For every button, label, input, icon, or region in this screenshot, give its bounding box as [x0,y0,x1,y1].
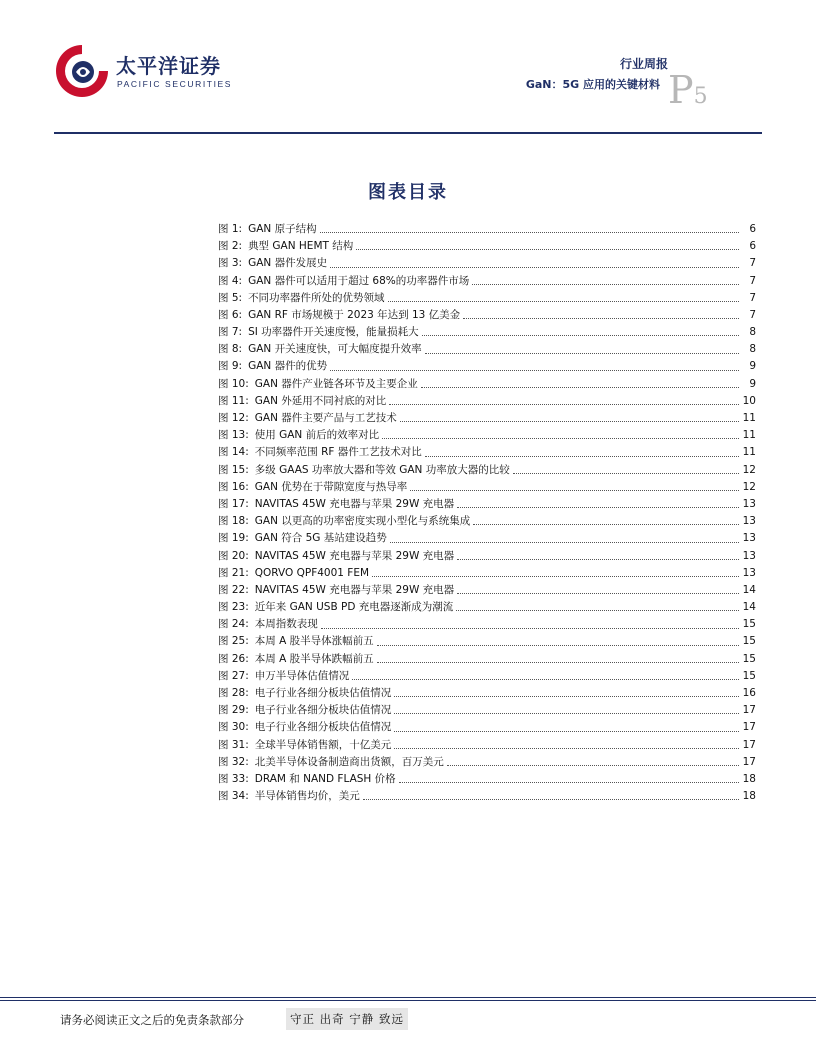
toc-entry-caption: 本周 A 股半导体跌幅前五 [254,652,374,665]
toc-entry[interactable] [218,255,756,272]
toc-entry[interactable] [218,341,756,358]
toc-entry-label: 图 29: [218,704,249,717]
company-name-cn: 太平洋证券 [116,54,221,78]
toc-entry[interactable] [218,754,756,771]
toc-entry-page: 9 [749,377,756,390]
toc-entry-caption: 不同频率范围 RF 器件工艺技术对比 [254,446,422,459]
toc-entry-label: 图 25: [218,635,249,648]
pacific-logo-icon [52,42,112,100]
footer-motto: 守正 出奇 宁静 致远 [286,1008,408,1030]
toc-entry-leader [330,267,739,268]
toc-entry-leader [473,524,739,525]
toc-entry-page: 17 [742,721,756,734]
toc-entry-label: 图 26: [218,652,249,665]
toc-entry-page: 17 [742,738,756,751]
toc-entry[interactable] [218,771,756,788]
toc-entry-caption: 本周指数表现 [254,618,318,631]
toc-entry-caption: 全球半导体销售额，十亿美元 [254,738,392,751]
toc-entry-leader [377,645,739,646]
toc-entry-label: 图 22: [218,583,249,596]
toc-entry[interactable] [218,565,756,582]
toc-entry[interactable] [218,307,756,324]
toc-entry-leader [390,542,739,543]
toc-entry-page: 13 [742,566,756,579]
toc-entry-caption: DRAM 和 NAND FLASH 价格 [254,772,396,785]
toc-entry[interactable] [218,651,756,668]
toc-entry-caption: SI 功率器件开关速度慢，能量损耗大 [248,326,419,339]
toc-entry-label: 图 12: [218,412,249,425]
footer-divider-secondary [0,1000,816,1001]
toc-entry-caption: 电子行业各细分板块估值情况 [254,704,392,717]
toc-entry-label: 图 32: [218,755,249,768]
toc-entry-caption: 不同功率器件所处的优势领域 [248,291,385,304]
toc-entry-caption: GAN 器件发展史 [248,257,328,270]
toc-entry[interactable] [218,582,756,599]
toc-entry-caption: QORVO QPF4001 FEM [254,566,370,579]
toc-entry-label: 图 31: [218,738,249,751]
toc-entry-page: 11 [742,412,756,425]
toc-entry-caption: GAN 开关速度快，可大幅度提升效率 [248,343,422,356]
toc-entry-label: 图 6: [218,308,243,321]
toc-entry-page: 7 [749,291,756,304]
toc-entry-leader [394,731,739,732]
toc-entry-leader [356,249,739,250]
toc-entry-caption: GAN RF 市场规模于 2023 年达到 13 亿美金 [248,308,461,321]
toc-entry[interactable] [218,702,756,719]
toc-entry-leader [352,679,739,680]
toc-entry-caption: GAN 以更高的功率密度实现小型化与系统集成 [254,515,471,528]
toc-entry-leader [457,507,739,508]
toc-entry-leader [472,284,739,285]
toc-entry[interactable] [218,788,756,805]
toc-entry-page: 17 [742,704,756,717]
toc-entry-page: 17 [742,755,756,768]
toc-entry[interactable] [218,719,756,736]
toc-entry-label: 图 5: [218,291,243,304]
toc-entry-page: 7 [749,257,756,270]
toc-entry-leader [422,335,739,336]
toc-entry-leader [463,318,739,319]
toc-entry-leader [457,593,739,594]
toc-entry-label: 图 7: [218,326,243,339]
page-header [0,0,816,140]
toc-entry[interactable] [218,273,756,290]
toc-title: 图表目录 [368,182,448,203]
toc-entry-page: 15 [742,635,756,648]
toc-entry-label: 图 2: [218,240,243,253]
toc-entry[interactable] [218,427,756,444]
toc-entry-page: 15 [742,669,756,682]
toc-entry-leader [513,473,739,474]
toc-entry-label: 图 28: [218,687,249,700]
toc-entry-page: 15 [742,652,756,665]
toc-entry-leader [372,576,739,577]
toc-entry-leader [425,456,739,457]
toc-entry-leader [394,696,739,697]
footer-disclaimer: 请务必阅读正文之后的免责条款部分 [60,1013,244,1027]
toc-entry-leader [382,438,739,439]
toc-entry-label: 图 9: [218,360,243,373]
toc-entry-page: 12 [742,480,756,493]
toc-entry-leader [320,232,739,233]
toc-entry-page: 10 [742,394,756,407]
toc-entry-page: 7 [749,274,756,287]
toc-entry-label: 图 4: [218,274,243,287]
toc-entry-leader [321,628,739,629]
toc-entry-label: 图 1: [218,222,243,235]
toc-entry[interactable] [218,290,756,307]
toc-entry-leader [400,421,739,422]
toc-entry-leader [377,662,739,663]
toc-entry-caption: 使用 GAN 前后的效率对比 [254,429,380,442]
toc-entry-leader [389,404,739,405]
toc-entry-leader [330,370,739,371]
toc-entry-label: 图 33: [218,772,249,785]
toc-entry-label: 图 27: [218,669,249,682]
toc-entry-caption: 电子行业各细分板块估值情况 [254,721,392,734]
page-letter: P [668,68,694,112]
toc-entry[interactable] [218,376,756,393]
toc-entry-label: 图 15: [218,463,249,476]
toc-entry-leader [447,765,739,766]
toc-entry[interactable] [218,668,756,685]
toc-entry-page: 14 [742,583,756,596]
toc-entry-label: 图 23: [218,601,249,614]
toc-entry[interactable] [218,599,756,616]
toc-entry-label: 图 13: [218,429,249,442]
toc-entry-leader [394,713,739,714]
toc-entry-leader [410,490,739,491]
toc-entry-label: 图 17: [218,497,249,510]
toc-entry-label: 图 19: [218,532,249,545]
toc-entry[interactable] [218,324,756,341]
toc-entry-page: 13 [742,497,756,510]
toc-entry-caption: GAN 外延用不同衬底的对比 [254,394,387,407]
toc-entry-page: 13 [742,515,756,528]
toc-entry-caption: 近年来 GAN USB PD 充电器逐渐成为潮流 [254,601,454,614]
toc-entry[interactable] [218,634,756,651]
toc-entry-caption: GAN 符合 5G 基站建设趋势 [254,532,387,545]
toc-entry-label: 图 24: [218,618,249,631]
toc-entry-caption: GAN 器件产业链各环节及主要企业 [254,377,418,390]
toc-entry-label: 图 8: [218,343,243,356]
toc-entry[interactable] [218,444,756,461]
toc-entry[interactable] [218,238,756,255]
toc-entry-caption: 电子行业各细分板块估值情况 [254,687,392,700]
toc-entry-leader [457,559,739,560]
toc-entry-page: 11 [742,446,756,459]
toc-entry-caption: GAN 器件主要产品与工艺技术 [254,412,397,425]
toc-entry-leader [388,301,739,302]
toc-entry-page: 13 [742,532,756,545]
toc-entry[interactable] [218,548,756,565]
toc-entry-leader [456,610,739,611]
header-divider [54,132,762,134]
toc-entry[interactable] [218,616,756,633]
toc-entry-label: 图 30: [218,721,249,734]
toc-entry[interactable] [218,462,756,479]
toc-entry-leader [421,387,739,388]
toc-entry-caption: 多级 GAAS 功率放大器和等效 GAN 功率放大器的比较 [254,463,510,476]
toc-entry-page: 8 [749,343,756,356]
company-name-en: PACIFIC SECURITIES [117,79,233,89]
toc-entry-caption: 典型 GAN HEMT 结构 [248,240,354,253]
toc-entry-caption: NAVITAS 45W 充电器与苹果 29W 充电器 [254,583,455,596]
toc-entry[interactable] [218,479,756,496]
toc-entry-caption: 本周 A 股半导体涨幅前五 [254,635,374,648]
toc-entry[interactable] [218,221,756,238]
toc-entry-page: 8 [749,326,756,339]
toc-entry-label: 图 11: [218,394,249,407]
toc-entry[interactable] [218,410,756,427]
toc-entry-page: 16 [742,687,756,700]
toc-entry-page: 13 [742,549,756,562]
toc-entry-label: 图 14: [218,446,249,459]
figure-list [218,221,756,805]
toc-entry-label: 图 18: [218,515,249,528]
toc-entry-caption: GAN 原子结构 [248,222,317,235]
toc-entry-label: 图 34: [218,790,249,803]
footer-divider [0,997,816,998]
toc-entry-caption: NAVITAS 45W 充电器与苹果 29W 充电器 [254,549,455,562]
report-type: 行业周报 [619,57,668,71]
toc-entry-page: 14 [742,601,756,614]
toc-entry-caption: 半导体销售均价，美元 [254,790,360,803]
toc-entry-caption: GAN 优势在于带隙宽度与热导率 [254,480,408,493]
toc-entry-page: 6 [749,222,756,235]
toc-entry-label: 图 20: [218,549,249,562]
toc-entry-leader [425,353,739,354]
toc-entry-caption: 申万半导体估值情况 [254,669,350,682]
company-logo [52,42,233,100]
toc-entry-caption: GAN 器件的优势 [248,360,328,373]
toc-entry-label: 图 21: [218,566,249,579]
toc-entry-caption: NAVITAS 45W 充电器与苹果 29W 充电器 [254,497,455,510]
toc-entry-label: 图 16: [218,480,249,493]
toc-entry-leader [394,748,739,749]
toc-entry[interactable] [218,496,756,513]
toc-entry-caption: GAN 器件可以适用于超过 68%的功率器件市场 [248,274,470,287]
toc-entry-page: 6 [749,240,756,253]
toc-entry-caption: 北美半导体设备制造商出货额，百万美元 [254,755,444,768]
toc-entry[interactable] [218,530,756,547]
report-title: GaN：5G 应用的关键材料 [525,78,660,91]
page-number [668,68,708,112]
toc-entry-page: 12 [742,463,756,476]
toc-entry-page: 9 [749,360,756,373]
toc-entry-page: 15 [742,618,756,631]
toc-entry-label: 图 3: [218,257,243,270]
toc-entry[interactable] [218,737,756,754]
toc-entry[interactable] [218,359,756,376]
toc-entry-label: 图 10: [218,377,249,390]
toc-entry-leader [399,782,739,783]
page-number-value: 5 [693,84,708,109]
toc-entry[interactable] [218,393,756,410]
toc-entry-page: 18 [742,790,756,803]
toc-entry-page: 7 [749,308,756,321]
toc-entry-page: 11 [742,429,756,442]
toc-entry[interactable] [218,513,756,530]
toc-entry-page: 18 [742,772,756,785]
toc-entry[interactable] [218,685,756,702]
toc-entry-leader [363,799,739,800]
